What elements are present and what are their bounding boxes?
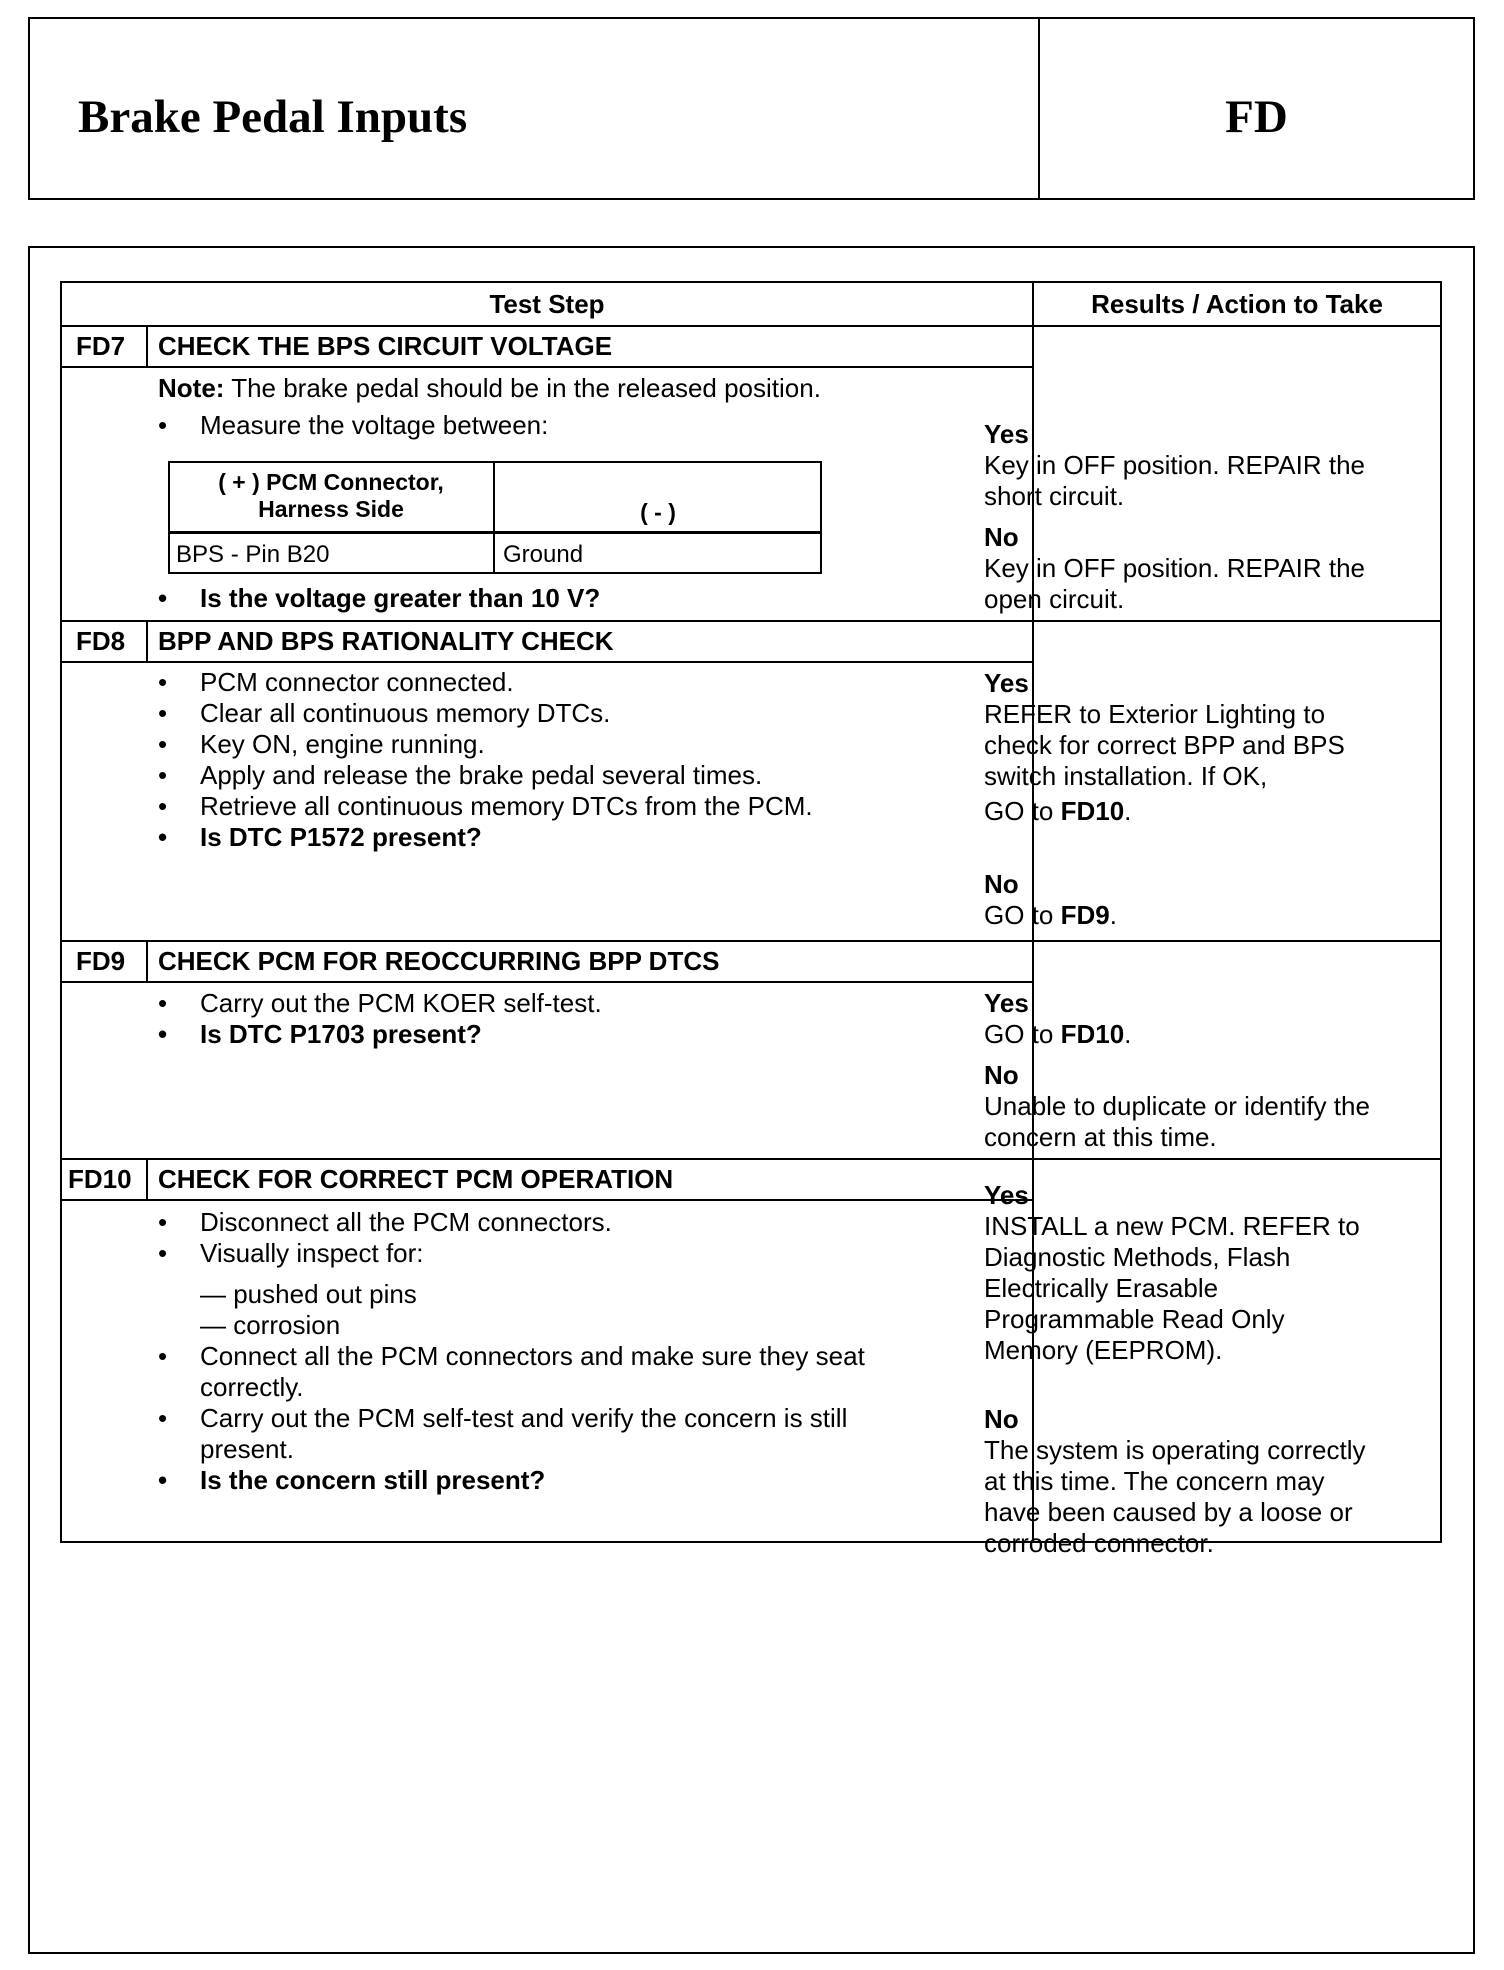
note-text: The brake pedal should be in the released position. [224, 373, 821, 403]
list-item: • Apply and release the brake pedal several times. [158, 760, 968, 791]
list-item: • PCM connector connected. [158, 667, 968, 698]
question-text: • Is DTC P1572 present? [158, 822, 968, 853]
question-text: • Is the voltage greater than 10 V? [158, 583, 968, 614]
row-divider-fd8 [62, 940, 1440, 942]
yes-goto: GO to FD10. [984, 796, 1132, 826]
connector-table [168, 461, 822, 574]
no-goto: GO to FD9. [984, 900, 1117, 930]
step-title-divider [62, 661, 1032, 663]
page-header [28, 17, 1475, 200]
no-label: No [984, 869, 1019, 899]
connector-cell-pin: BPS - Pin B20 [176, 541, 330, 568]
connector-table-header-divider [170, 531, 820, 534]
column-header-results: Results / Action to Take [1091, 289, 1383, 319]
step-question-fd7 [158, 583, 968, 614]
step-title-fd8: BPP AND BPS RATIONALITY CHECK [158, 626, 614, 656]
list-item: • Clear all continuous memory DTCs. [158, 698, 968, 729]
step-id-separator [146, 940, 148, 981]
goto-ref: FD10 [1060, 796, 1125, 826]
list-item: • Retrieve all continuous memory DTCs from the PCM. [158, 791, 968, 822]
header-row-divider [62, 325, 1440, 327]
yes-text: Key in OFF position. REPAIR the short circuit. [984, 450, 1365, 511]
step-id-fd7: FD7 [76, 331, 126, 361]
sub-item: — pushed out pins [200, 1279, 417, 1309]
step-title-fd7: CHECK THE BPS CIRCUIT VOLTAGE [158, 331, 613, 361]
step-body-fd7 [158, 373, 968, 441]
row-divider-fd9 [62, 1158, 1440, 1160]
no-text: Key in OFF position. REPAIR the open circuit. [984, 553, 1365, 614]
yes-label: Yes [984, 988, 1029, 1018]
list-item: • Connect all the PCM connectors and make sure they seat correctly. [158, 1341, 938, 1403]
section-code: FD [1225, 91, 1288, 143]
note [158, 373, 968, 404]
result-fd8 [984, 668, 1380, 931]
no-label: No [984, 1404, 1019, 1434]
row-divider-fd7 [62, 620, 1440, 622]
no-text: The system is operating correctly at this time. The concern may have been caused by a loose or corroded connector. [984, 1435, 1366, 1558]
yes-label: Yes [984, 419, 1029, 449]
step-body-fd9 [158, 988, 968, 1050]
step-body-fd8 [158, 667, 968, 853]
step-id-fd8: FD8 [76, 626, 126, 656]
connector-header-positive: ( + ) PCM Connector, Harness Side [218, 469, 444, 522]
no-label: No [984, 522, 1019, 552]
list-item: • Carry out the PCM KOER self-test. [158, 988, 968, 1019]
step-id-fd10: FD10 [68, 1164, 132, 1194]
note-label: Note: [158, 373, 225, 403]
connector-header-negative: ( - ) [640, 499, 676, 525]
question-text: • Is DTC P1703 present? [158, 1019, 968, 1050]
result-fd10 [984, 1180, 1380, 1559]
goto-prefix: GO to [984, 796, 1061, 826]
step-title-divider [62, 1199, 1032, 1201]
goto-ref: FD9 [1060, 900, 1110, 930]
connector-cell-ground: Ground [503, 541, 584, 568]
list-item: • Measure the voltage between: [158, 410, 968, 441]
goto-prefix: GO to [984, 1019, 1061, 1049]
yes-label: Yes [984, 668, 1029, 698]
step-title-divider [62, 981, 1032, 983]
step-id-separator [146, 325, 148, 366]
goto-ref: FD10 [1060, 1019, 1125, 1049]
no-text: Unable to duplicate or identify the concern at this time. [984, 1091, 1370, 1152]
goto-prefix: GO to [984, 900, 1061, 930]
column-header-test-step: Test Step [489, 289, 605, 319]
yes-text: INSTALL a new PCM. REFER to Diagnostic Methods, Flash Electrically Erasable Programmable Read Only Memory (EEPROM). [984, 1211, 1360, 1365]
question-text: • Is the concern still present? [158, 1465, 938, 1496]
sub-item: — corrosion [200, 1310, 341, 1340]
yes-label: Yes [984, 1180, 1029, 1210]
yes-text: REFER to Exterior Lighting to check for correct BPP and BPS switch installation. If OK, [984, 699, 1345, 791]
step-title-divider [62, 366, 1032, 368]
page-title: Brake Pedal Inputs [78, 91, 468, 143]
step-title-fd9: CHECK PCM FOR REOCCURRING BPP DTCS [158, 946, 720, 976]
step-id-separator [146, 1158, 148, 1199]
no-label: No [984, 1060, 1019, 1090]
list-item: • Carry out the PCM self-test and verify the concern is still present. [158, 1403, 938, 1465]
step-body-fd10 [158, 1207, 938, 1496]
step-id-fd9: FD9 [76, 946, 126, 976]
result-fd9 [984, 988, 1380, 1153]
step-title-fd10: CHECK FOR CORRECT PCM OPERATION [158, 1164, 674, 1194]
list-item: • Visually inspect for: [158, 1238, 938, 1269]
result-fd7 [984, 419, 1380, 615]
step-id-separator [146, 620, 148, 661]
yes-goto: GO to FD10. [984, 1019, 1132, 1049]
list-item: • Key ON, engine running. [158, 729, 968, 760]
list-item: • Disconnect all the PCM connectors. [158, 1207, 938, 1238]
connector-table-divider [493, 463, 495, 572]
